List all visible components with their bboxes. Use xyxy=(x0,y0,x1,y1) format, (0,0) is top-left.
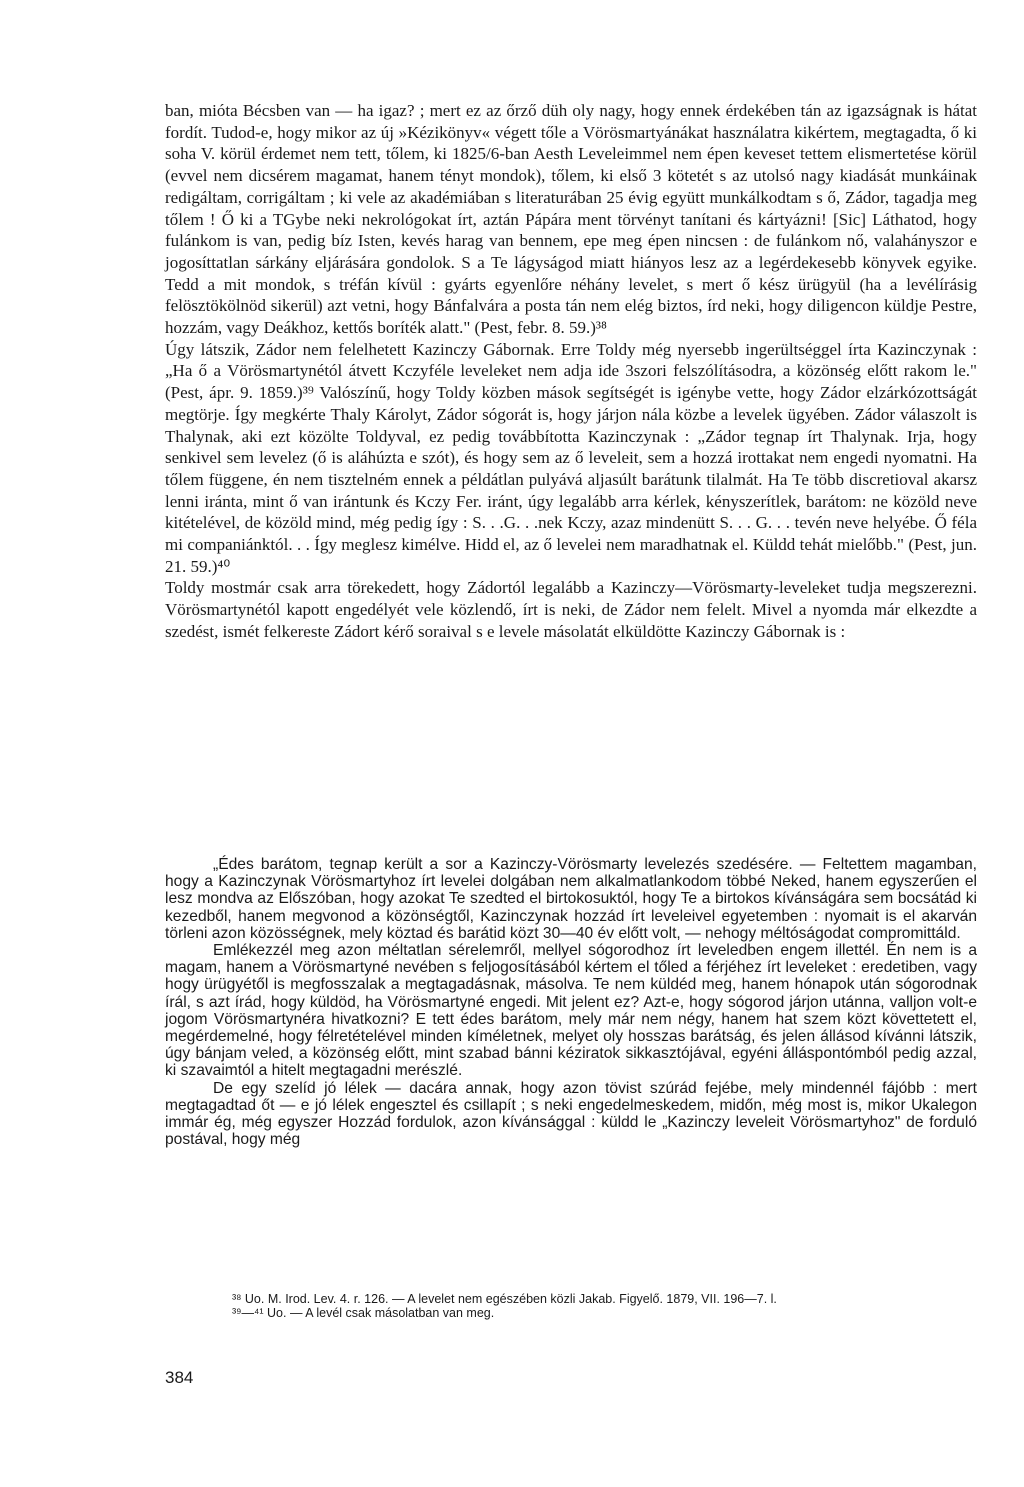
page-number: 384 xyxy=(165,1368,194,1387)
main-text xyxy=(165,100,977,643)
quote-paragraph-1: „Édes barátom, tegnap került a sor a Kazinczy-Vörösmarty levelezés szedésére. — Feltettem magamban, hogy a Kazinczynak Vörösmartyhoz írt levelei dolgában nem alkalmatlankodom többé Neked, hanem egyszerűen el lesz mondva az Előszóban, hogy azokat Te szedted el birtokosuktól, hogy Te a birtokos kívánságára sem bocsátád ki kezedből, hanem megvonod a közönségtől, Kazinczynak hozzád írt leveleivel egyetemben : nyomait is el akarván törleni azon közösségnek, mely köztad és barátid közt 30—40 év előtt volt, — nehogy méltóságodat compromittáld. xyxy=(165,856,977,942)
footnote-39-41: ³⁹—⁴¹ Uo. — A levél csak másolatban van meg. xyxy=(232,1306,495,1320)
quote-paragraph-3: De egy szelíd jó lélek — dacára annak, hogy azon tövist szúrád fejébe, mely mindennél fájóbb : mert megtagadtad őt — e jó lélek engesztel és csillapít ; s neki engedelmeskedem, midőn, még most is, mikor Ukalegon immár ég, még egyszer Hozzád fordulok, azon kívánsággal : küldd le „Kazinczy leveleit Vörösmartyhoz" de forduló postával, hogy még xyxy=(165,1079,977,1149)
paragraph-2: Úgy látszik, Zádor nem felelhetett Kazinczy Gábornak. Erre Toldy még nyersebb ingerültséggel írta Kazinczynak : „Ha ő a Vörösmartynétól átvett Kczyféle leveleket nem adja ide 3szori felszólításodra, a közönség előtt rakom le." (Pest, ápr. 9. 1859.)³⁹ Valószínű, hogy Toldy közben mások segítségét is igénybe vette, hogy Zádor elzárkózottságát megtörje. Így megkérte Thaly Károlyt, Zádor sógorát is, hogy járjon nála közbe a levelek ügyében. Zádor válaszolt is Thalynak, aki ezt közölte Toldyval, ez pedig továbbította Kazinczynak : „Zádor tegnap írt Thalynak. Irja, hogy senkivel sem levelez (ő is aláhúzta e szót), és hogy sem az ő leveleit, sem a hozzá irottakat nem engedi nyomatni. Ha tőlem függene, én nem tisztelném ennek a példátlan pulyává aljasúlt barátunk tilalmát. Ha Te több discretioval akarsz lenni iránta, mint ő van irántunk és Kczy Fer. iránt, úgy legalább arra kérlek, kényszerítlek, barátom: ne közöld neve kitételével, de közöld mind, még pedig így : S. . .G. . .nek Kczy, azaz mindenütt S. . . G. . . tevén neve helyébe. Ő féla mi companiánktól. . . Így meglesz kimélve. Hidd el, az ő levelei nem maradhatnak el. Küldd tehát mielőbb." (Pest, jun. 21. 59.)⁴⁰ xyxy=(165,339,977,576)
footnote-38: ³⁸ Uo. M. Irod. Lev. 4. r. 126. — A levelet nem egészében közli Jakab. Figyelő. 1879, VII. 196—7. l. xyxy=(232,1292,777,1306)
paragraph-1: ban, mióta Bécsben van — ha igaz? ; mert ez az őrző düh oly nagy, hogy ennek érdekében tán az igazságnak is hátat fordít. Tudod-e, hogy mikor az új »Kézikönyv« végett tőle a Vörösmartyánákat használatra kikértem, megtagadta, ő ki soha V. körül érdemet nem tett, tőlem, ki 1825/6-ban Aesth Leveleimmel nem épen keveset tettem elismertetése körül (evvel nem dicsérem magamat, hanem tényt mondok), tőlem, ki első 3 kötetét s az utolsó nagy kiadását munkáinak redigáltam, corrigáltam ; ki vele az akadémiában s literaturában 25 évig együtt munkálkodtam s ő, Zádor, tagadja meg tőlem ! Ő ki a TGybe neki nekrológokat írt, aztán Pápára ment törvényt tanítani és kártyázni! [Sic] Láthatod, hogy fulánkom is van, pedig bíz Isten, kevés harag van bennem, epe meg épen nincsen : de fulánkom nő, valahányszor e jogosíttatlan sárkány eljárására gondolok. S a Te lágyságod miatt hiányos lesz az a legérdekesebb könyvek egyike. Tedd a mit mondok, s tréfán kívül : gyárts egyenlőre néhány levelet, s mert ő kész ürügyül (ha a levélírásig felösztökölnöd sikerül) azt vetni, hogy Bánfalvára a posta tán nem elég biztos, írd neki, hogy diligencon küldje Pestre, hozzám, vagy Deákhoz, kettős boríték alatt." (Pest, febr. 8. 59.)³⁸ xyxy=(165,101,977,338)
quote-paragraph-2: Emlékezzél meg azon méltatlan sérelemről, mellyel sógorodhoz írt leveledben engem illettél. Én nem is a magam, hanem a Vörösmartyné nevében s feljogosításából kértem el tőled a férjéhez írt leveleket : eredetiben, vagy hogy ürügyétől is megfosszalak a megtagadásnak, másolva. Te nem küldéd meg, hanem hónapok után sógorodnak írál, s azt írád, hogy küldöd, ha Vörösmartyné engedi. Mit jelent ez? Azt-e, hogy sógorod járjon utánna, valljon volt-e jogom Vörösmartynéra hivatkozni? E tett édes barátom, mely már nem négy, hanem hat szem közt követtetett el, megérdemelné, hogy félretételével minden kíméletnek, melyet oly hosszas barátság, és jelen állásod kívánni látszik, úgy bánjam veled, a közönség előtt, mint szabad bánni kéziratok sikkasztójával, egyéni álláspontómból pedig azzal, ki szavaimtól a hitelt megtagadni merészlé. xyxy=(165,942,977,1080)
quoted-letter xyxy=(165,856,977,1148)
paragraph-3: Toldy mostmár csak arra törekedett, hogy Zádortól legalább a Kazinczy—Vörösmarty-leveleket tudja megszerezni. Vörösmartynétól kapott engedélyét vele közlendő, írt is neki, de Zádor nem felelt. Mivel a nyomda már elkezdte a szedést, ismét felkereste Zádort kérő soraival s e levele másolatát elküldötte Kazinczy Gábornak is : xyxy=(165,578,977,641)
footnotes xyxy=(232,1292,992,1320)
